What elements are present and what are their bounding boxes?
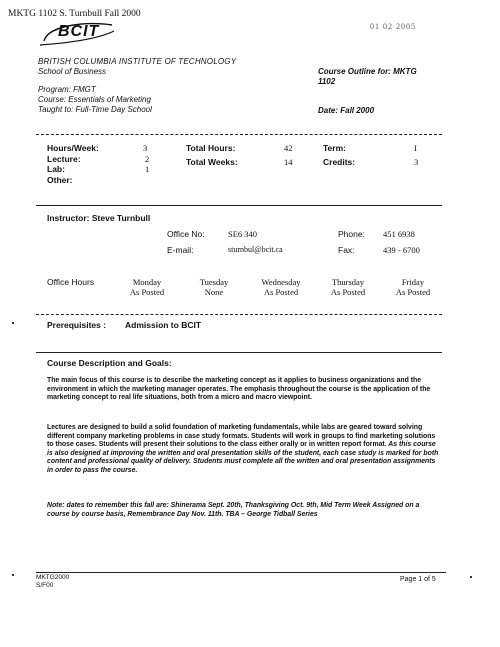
prerequisites-label: Prerequisites : [47, 320, 107, 330]
day-name: Monday [132, 277, 162, 287]
day-name: Tuesday [199, 277, 229, 287]
credits-label: Credits: [323, 157, 356, 167]
school-name: School of Business [38, 67, 107, 76]
paragraph-2-text: Lectures are designed to build a solid foundation of marketing fundamentals, while labs are geared toward solving different company marketing problems in case study formats. Students will work in groups to find marketing solutions to those cases. Students will present their solutions to the class either orally or in written report format. [47, 424, 436, 449]
day-name: Friday [401, 277, 425, 287]
day-name: Wednesday [261, 277, 301, 287]
outline-title: Course Outline for: MKTG 1102 [318, 67, 417, 86]
phone-value: 451 6938 [383, 229, 415, 239]
taught-to-line: Taught to: Full-Time Day School [38, 105, 152, 114]
footer-sub: S/F00 [36, 582, 54, 589]
office-hours-friday [378, 277, 448, 297]
day-value: As Posted [330, 287, 366, 297]
divider-footer [36, 572, 446, 573]
total-weeks-label: Total Weeks: [186, 157, 238, 167]
important-dates-note: Note: dates to remember this fall are: Shinerama Sept. 20th, Thanksgiving Oct. 9th, Mid Term Week Assigned on a course by course basis, Remembrance Day Nov. 11th. TBA – George Tidball Series [47, 502, 420, 518]
day-name: Thursday [331, 277, 365, 287]
lab-label: Lab: [47, 164, 65, 174]
outline-date: Date: Fall 2000 [318, 106, 375, 115]
term-label: Term: [323, 143, 346, 153]
scan-speck [12, 574, 14, 576]
course-line: Course: Essentials of Marketing [38, 95, 151, 104]
bcit-logo [38, 19, 116, 47]
prerequisites-value: Admission to BCIT [125, 320, 202, 330]
fax-corner-stamp: 01 02 2005 [370, 22, 416, 31]
fax-label: Fax: [338, 245, 355, 255]
footer-page-number: Page 1 of 5 [400, 576, 436, 583]
instructor-label: Instructor: Steve Turnbull [47, 213, 151, 223]
day-value: As Posted [395, 287, 431, 297]
total-weeks-value: 14 [284, 157, 293, 167]
divider-prereq [36, 352, 442, 353]
divider-office-hours [36, 314, 442, 315]
total-hours-label: Total Hours: [186, 143, 236, 153]
lecture-label: Lecture: [47, 154, 81, 164]
office-hours-thursday [313, 277, 383, 297]
phone-label: Phone: [338, 229, 365, 239]
term-value: I [414, 143, 417, 153]
program-line: Program: FMGT [38, 85, 96, 94]
lab-value: 1 [145, 164, 150, 174]
day-value: As Posted [263, 287, 299, 297]
scan-speck [470, 576, 472, 578]
logo-text: BCIT [58, 23, 100, 40]
institute-name: BRITISH COLUMBIA INSTITUTE OF TECHNOLOGY [38, 57, 237, 66]
total-hours-value: 42 [284, 143, 293, 153]
credits-value: 3 [414, 157, 419, 167]
email-value: sturnbul@bcit.ca [228, 245, 283, 254]
divider-top [36, 134, 442, 135]
office-label: Office No: [167, 229, 205, 239]
office-value: SE6 340 [228, 229, 258, 239]
fax-value: 439 - 6700 [383, 245, 420, 255]
other-label: Other: [47, 175, 73, 185]
office-hours-label: Office Hours [47, 277, 95, 287]
description-paragraph-1: The main focus of this course is to describe the marketing concept as it applies to business organizations and the environment in which the marketing manager operates. The emphasis throughout the course is the application of the marketing concept to real life situations, both from a micro and macro viewpoint. [47, 377, 431, 402]
hours-week-value: 3 [143, 143, 148, 153]
fax-header: MKTG 1102 S. Turnbull Fall 2000 [8, 9, 141, 19]
description-paragraph-2 [47, 424, 439, 476]
office-hours-tuesday [179, 277, 249, 297]
day-value: None [204, 287, 224, 297]
office-hours-wednesday [246, 277, 316, 297]
lecture-value: 2 [145, 154, 150, 164]
footer-code: MKTG2000 [36, 574, 70, 581]
scan-speck [12, 322, 14, 324]
description-heading: Course Description and Goals: [47, 358, 172, 368]
divider-hours [36, 205, 442, 206]
paragraph-2-italic-text: As this course is also designed at improving the written and oral presentation skills of the student, each case study is marked for both content and professional quality of delivery. Students must complete all the written and oral presentation assignments in order to pass the course. [47, 441, 439, 474]
email-label: E-mail: [167, 245, 194, 255]
hours-week-label: Hours/Week: [47, 143, 99, 153]
office-hours-monday [112, 277, 182, 297]
day-value: As Posted [129, 287, 165, 297]
